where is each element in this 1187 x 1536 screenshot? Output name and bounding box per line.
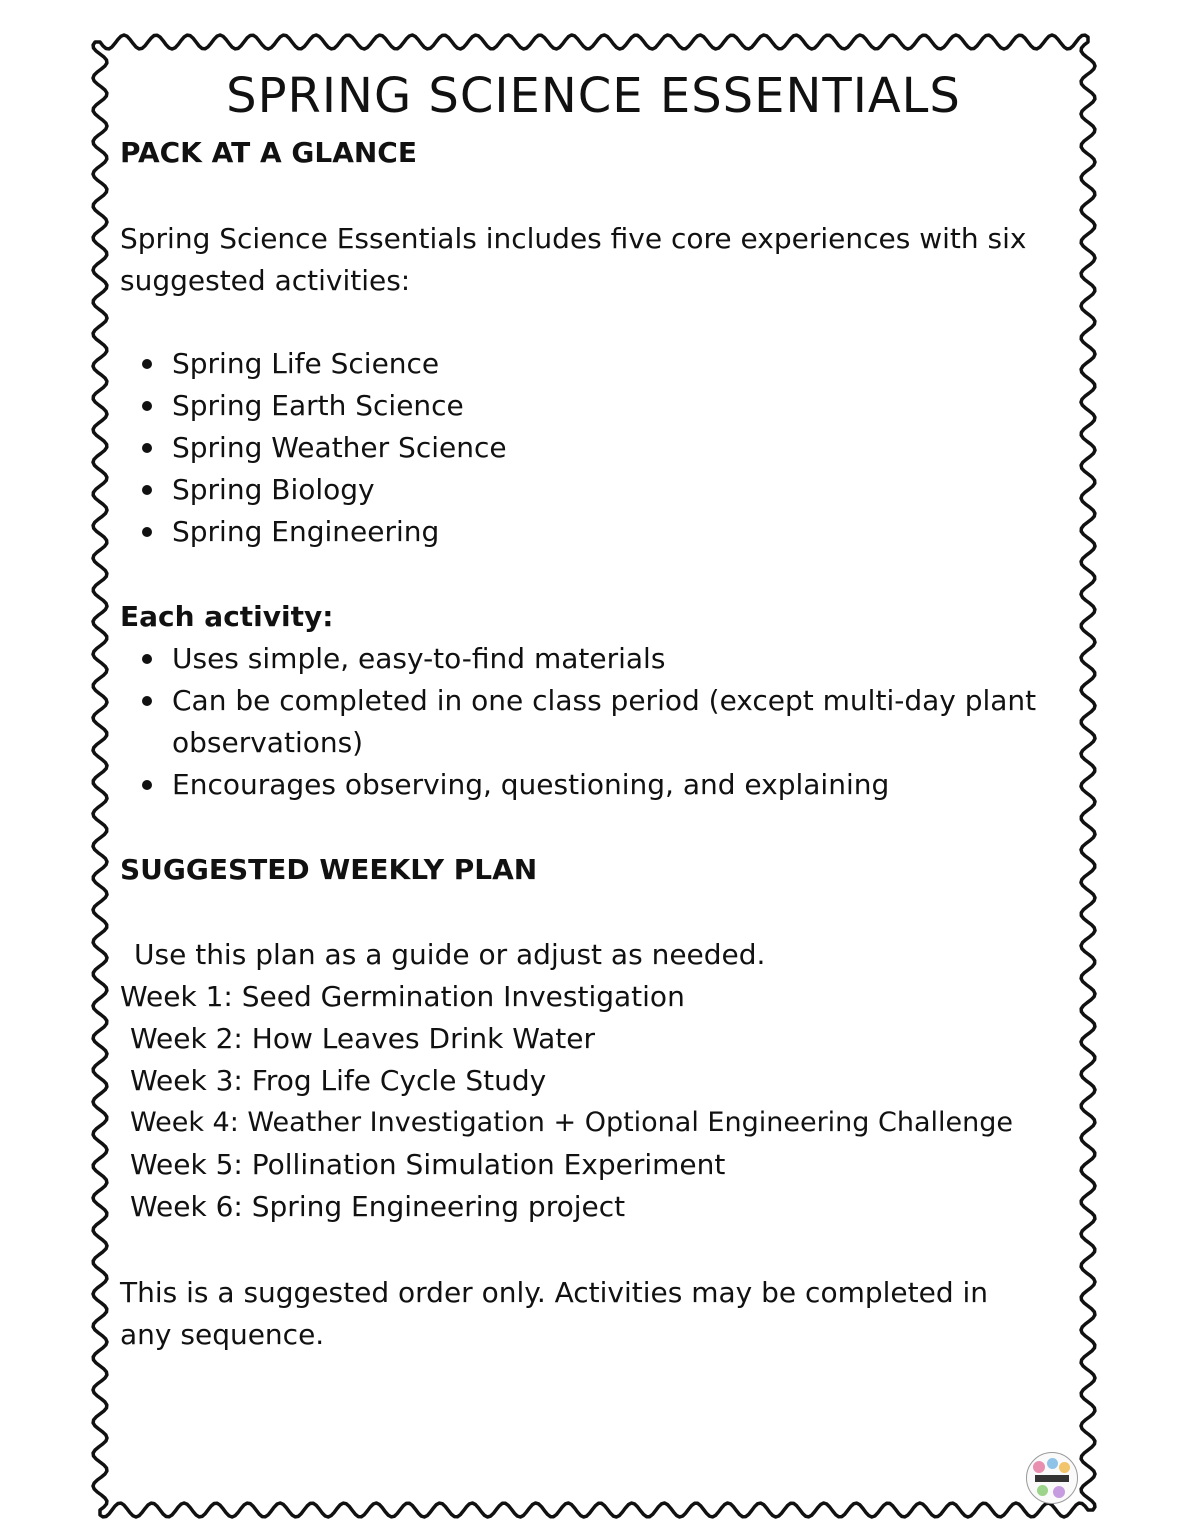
list-item: Spring Life Science: [120, 343, 1060, 385]
list-item: Uses simple, easy-to-find materials: [120, 638, 1050, 680]
experiences-list: [120, 343, 1060, 553]
list-item: Spring Biology: [120, 469, 1060, 511]
plan-note: Use this plan as a guide or adjust as needed.: [134, 938, 766, 971]
week-item: Week 5: Pollination Simulation Experiment: [130, 1148, 726, 1181]
list-item: Spring Weather Science: [120, 427, 1060, 469]
weekly-plan-heading: SUGGESTED WEEKLY PLAN: [120, 853, 538, 886]
list-item: Encourages observing, questioning, and explaining: [120, 764, 1050, 806]
publisher-logo-icon: [1026, 1452, 1078, 1504]
each-activity-heading: Each activity:: [120, 600, 334, 633]
closing-paragraph: This is a suggested order only. Activities may be completed in any sequence.: [120, 1276, 989, 1351]
week-item: Week 2: How Leaves Drink Water: [130, 1022, 596, 1055]
list-item: Can be completed in one class period (except multi-day plant observations): [120, 680, 1050, 764]
intro-paragraph: Spring Science Essentials includes five core experiences with six suggested activities:: [120, 222, 1027, 297]
week-item: Week 1: Seed Germination Investigation: [120, 980, 685, 1013]
activity-features-list: [120, 638, 1050, 806]
week-item: Week 3: Frog Life Cycle Study: [130, 1064, 547, 1097]
pack-subtitle: PACK AT A GLANCE: [120, 136, 417, 169]
page-title: SPRING SCIENCE ESSENTIALS: [226, 68, 961, 124]
list-item: Spring Engineering: [120, 511, 1060, 553]
week-item: Week 4: Weather Investigation + Optional Engineering Challenge: [130, 1107, 1013, 1138]
list-item: Spring Earth Science: [120, 385, 1060, 427]
week-item: Week 6: Spring Engineering project: [130, 1190, 626, 1223]
